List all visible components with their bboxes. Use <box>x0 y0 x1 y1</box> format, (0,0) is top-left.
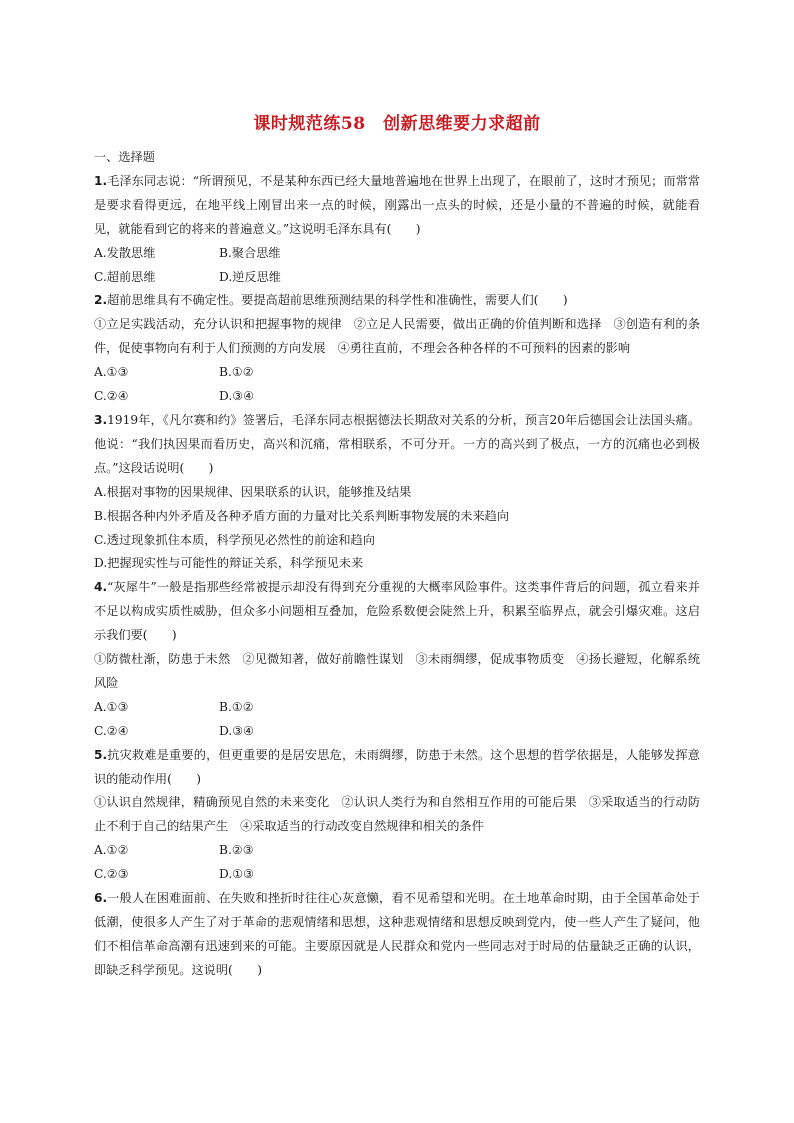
option-d[interactable]: D.①③ <box>219 867 255 882</box>
option-c[interactable]: C.②④ <box>94 389 129 404</box>
option-row <box>94 720 700 744</box>
statement-1: ①认识自然规律，精确预见自然的未来变化 <box>94 795 330 810</box>
statement-1: ①立足实践活动，充分认识和把握事物的规律 <box>94 317 342 332</box>
statement-2: ②见微知著，做好前瞻性谋划 <box>242 652 404 667</box>
statement-2: ②认识人类行为和自然相互作用的可能后果 <box>341 795 577 810</box>
question-number: 3. <box>94 412 108 427</box>
question-number: 5. <box>94 747 108 762</box>
option-b[interactable]: B.②③ <box>219 843 254 858</box>
option-c[interactable]: C.透过现象抓住本质，科学预见必然性的前途和趋向 <box>94 532 375 547</box>
question-number: 6. <box>94 891 108 906</box>
option-a[interactable]: A.①③ <box>94 699 129 714</box>
question-stem: 毛泽东同志说：“所谓预见，不是某种东西已经大量地普遍地在世界上出现了，在眼前了，这时才预见；而常常是要求看得更远，在地平线上刚冒出来一点的时候，刚露出一点头的时候，还是小量的不普遍的时候，就能看见，就能看到它的将来的普遍意义。”这说明毛泽东具有( ) <box>94 173 700 236</box>
question-2 <box>94 289 700 409</box>
exercise-content <box>94 146 700 983</box>
option-d[interactable]: D.③④ <box>219 723 255 738</box>
statement-3: ③未雨绸缪，促成事物质变 <box>415 652 565 667</box>
option-row <box>94 242 700 266</box>
section-heading: 一、选择题 <box>94 150 155 164</box>
option-c[interactable]: C.②③ <box>94 867 129 882</box>
statement-list <box>94 313 700 361</box>
statement-2: ②立足人民需要，做出正确的价值判断和选择 <box>353 317 602 332</box>
question-4 <box>94 576 700 743</box>
option-d[interactable]: D.③④ <box>219 389 255 404</box>
statement-list <box>94 648 700 696</box>
statement-1: ①防微杜渐，防患于未然 <box>94 652 231 667</box>
option-a[interactable]: A.①③ <box>94 365 129 380</box>
option-a[interactable]: A.①② <box>94 843 129 858</box>
option-row <box>94 266 700 290</box>
option-c[interactable]: C.超前思维 <box>94 269 156 284</box>
option-b[interactable]: B.①② <box>219 699 254 714</box>
question-5 <box>94 744 700 887</box>
option-row <box>94 361 700 385</box>
question-number: 1. <box>94 173 108 188</box>
statement-4: ④扬长避短，化解系统风险 <box>94 652 701 690</box>
option-a[interactable]: A.发散思维 <box>94 245 156 260</box>
question-3 <box>94 409 700 576</box>
statement-list <box>94 791 700 839</box>
option-b[interactable]: B.聚合思维 <box>219 245 281 260</box>
option-b[interactable]: B.①② <box>219 365 254 380</box>
option-row <box>94 385 700 409</box>
statement-4: ④采取适当的行动改变自然规律和相关的条件 <box>240 819 484 834</box>
question-stem: “灰犀牛”一般是指那些经常被提示却没有得到充分重视的大概率风险事件。这类事件背后的问题，孤立看来并不足以构成实质性威胁，但众多小问题相互叠加，危险系数便会陡然上升，积累至临界点，就会引爆灾难。这启示我们要( ) <box>94 580 700 643</box>
question-number: 4. <box>94 580 108 595</box>
option-d[interactable]: D.把握现实性与可能性的辩证关系，科学预见未来 <box>94 556 364 571</box>
option-a[interactable]: A.根据对事物的因果规律、因果联系的认识，能够推及结果 <box>94 484 412 499</box>
option-row <box>94 696 700 720</box>
question-stem: 抗灾救难是重要的，但更重要的是居安思危，未雨绸缪，防患于未然。这个思想的哲学依据是，人能够发挥意识的能动作用( ) <box>94 747 700 786</box>
question-number: 2. <box>94 293 108 308</box>
option-c[interactable]: C.②④ <box>94 723 129 738</box>
question-stem: 超前思维具有不确定性。要提高超前思维预测结果的科学性和准确性，需要人们( ) <box>107 293 568 308</box>
option-row <box>94 839 700 863</box>
statement-4: ④勇往直前，不理会各种各样的不可预料的因素的影响 <box>337 341 631 356</box>
question-1 <box>94 170 700 290</box>
option-d[interactable]: D.逆反思维 <box>219 269 281 284</box>
question-stem: 一般人在困难面前、在失败和挫折时往往心灰意懒，看不见希望和光明。在土地革命时期，由于全国革命处于低潮，使很多人产生了对于革命的悲观情绪和思想，这种悲观情绪和思想反映到党内，使一些人产生了疑问，他们不相信革命高潮有迅速到来的可能。主要原因就是人民群众和党内一些同志对于时局的估量缺乏正确的认识，即缺乏科学预见。这说明( ) <box>94 891 700 977</box>
statement-3: ③创造有利的条件，促使事物向有利于人们预测的方向发展 <box>94 317 701 356</box>
question-6 <box>94 887 700 983</box>
question-stem: 1919年，《凡尔赛和约》签署后，毛泽东同志根据德法长期敌对关系的分析，预言20年后德国会让法国头痛。他说：“我们执因果而看历史，高兴和沉痛，常相联系，不可分开。一方的高兴到了极点，一方的沉痛也必到极点。”这段话说明( ) <box>94 412 700 475</box>
statement-3: ③采取适当的行动防止不利于自己的结果产生 <box>94 795 701 834</box>
option-b[interactable]: B.根据各种内外矛盾及各种矛盾方面的力量对比关系判断事物发展的未来趋向 <box>94 508 510 523</box>
page-title: 课时规范练58 创新思维要力求超前 <box>253 114 541 134</box>
option-row <box>94 863 700 887</box>
